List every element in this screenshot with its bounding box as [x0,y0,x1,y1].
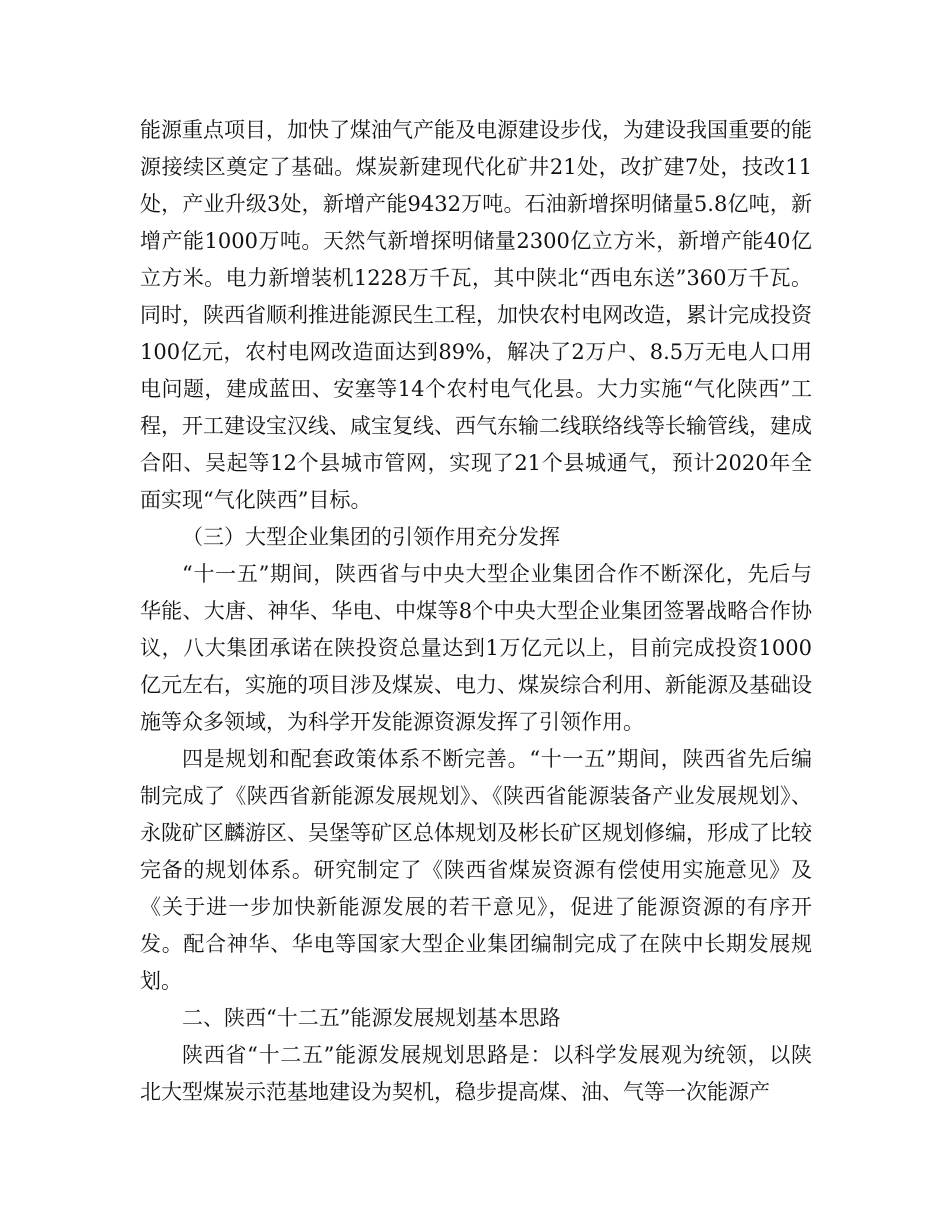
document-body [140,112,812,1111]
section-heading-enterprise-groups: （三）大型企业集团的引领作用充分发挥 [182,525,560,549]
section-heading-twelfth-five-year: 二、陕西“十二五”能源发展规划基本思路 [182,1006,561,1030]
body-paragraph-planning-policy: 四是规划和配套政策体系不断完善。“十一五”期间，陕西省先后编制完成了《陕西省新能源发展规划》、《陕西省能源装备产业发展规划》、永陇矿区麟游区、吴堡等矿区总体规划及彬长矿区规划修编，形成了比较完备的规划体系。研究制定了《陕西省煤炭资源有偿使用实施意见》及《关于进一步加快新能源发展的若干意见》，促进了能源资源的有序开发。配合神华、华电等国家大型企业集团编制完成了在陕中长期发展规划。 [140,747,812,993]
body-paragraph-enterprise-cooperation: “十一五”期间，陕西省与中央大型企业集团合作不断深化，先后与华能、大唐、神华、华电、中煤等8个中央大型企业集团签署战略合作协议，八大集团承诺在陕投资总量达到1万亿元以上，目前完成投资1000亿元左右，实施的项目涉及煤炭、电力、煤炭综合利用、新能源及基础设施等众多领域，为科学开发能源资源发挥了引领作用。 [140,562,812,734]
body-paragraph-continuation: 能源重点项目，加快了煤油气产能及电源建设步伐，为建设我国重要的能源接续区奠定了基础。煤炭新建现代化矿井21处，改扩建7处，技改11处，产业升级3处，新增产能9432万吨。石油新增探明储量5.8亿吨，新增产能1000万吨。天然气新增探明储量2300亿立方米，新增产能40亿立方米。电力新增装机1228万千瓦，其中陕北“西电东送”360万千瓦。同时，陕西省顺利推进能源民生工程，加快农村电网改造，累计完成投资100亿元，农村电网改造面达到89%，解决了2万户、8.5万无电人口用电问题，建成蓝田、安塞等14个农村电气化县。大力实施“气化陕西”工程，开工建设宝汉线、咸宝复线、西气东输二线联络线等长输管线，建成合阳、吴起等12个县城市管网，实现了21个县城通气，预计2020年全面实现“气化陕西”目标。 [140,118,812,512]
body-paragraph-planning-approach: 陕西省“十二五”能源发展规划思路是：以科学发展观为统领，以陕北大型煤炭示范基地建设为契机，稳步提高煤、油、气等一次能源产 [140,1043,812,1104]
